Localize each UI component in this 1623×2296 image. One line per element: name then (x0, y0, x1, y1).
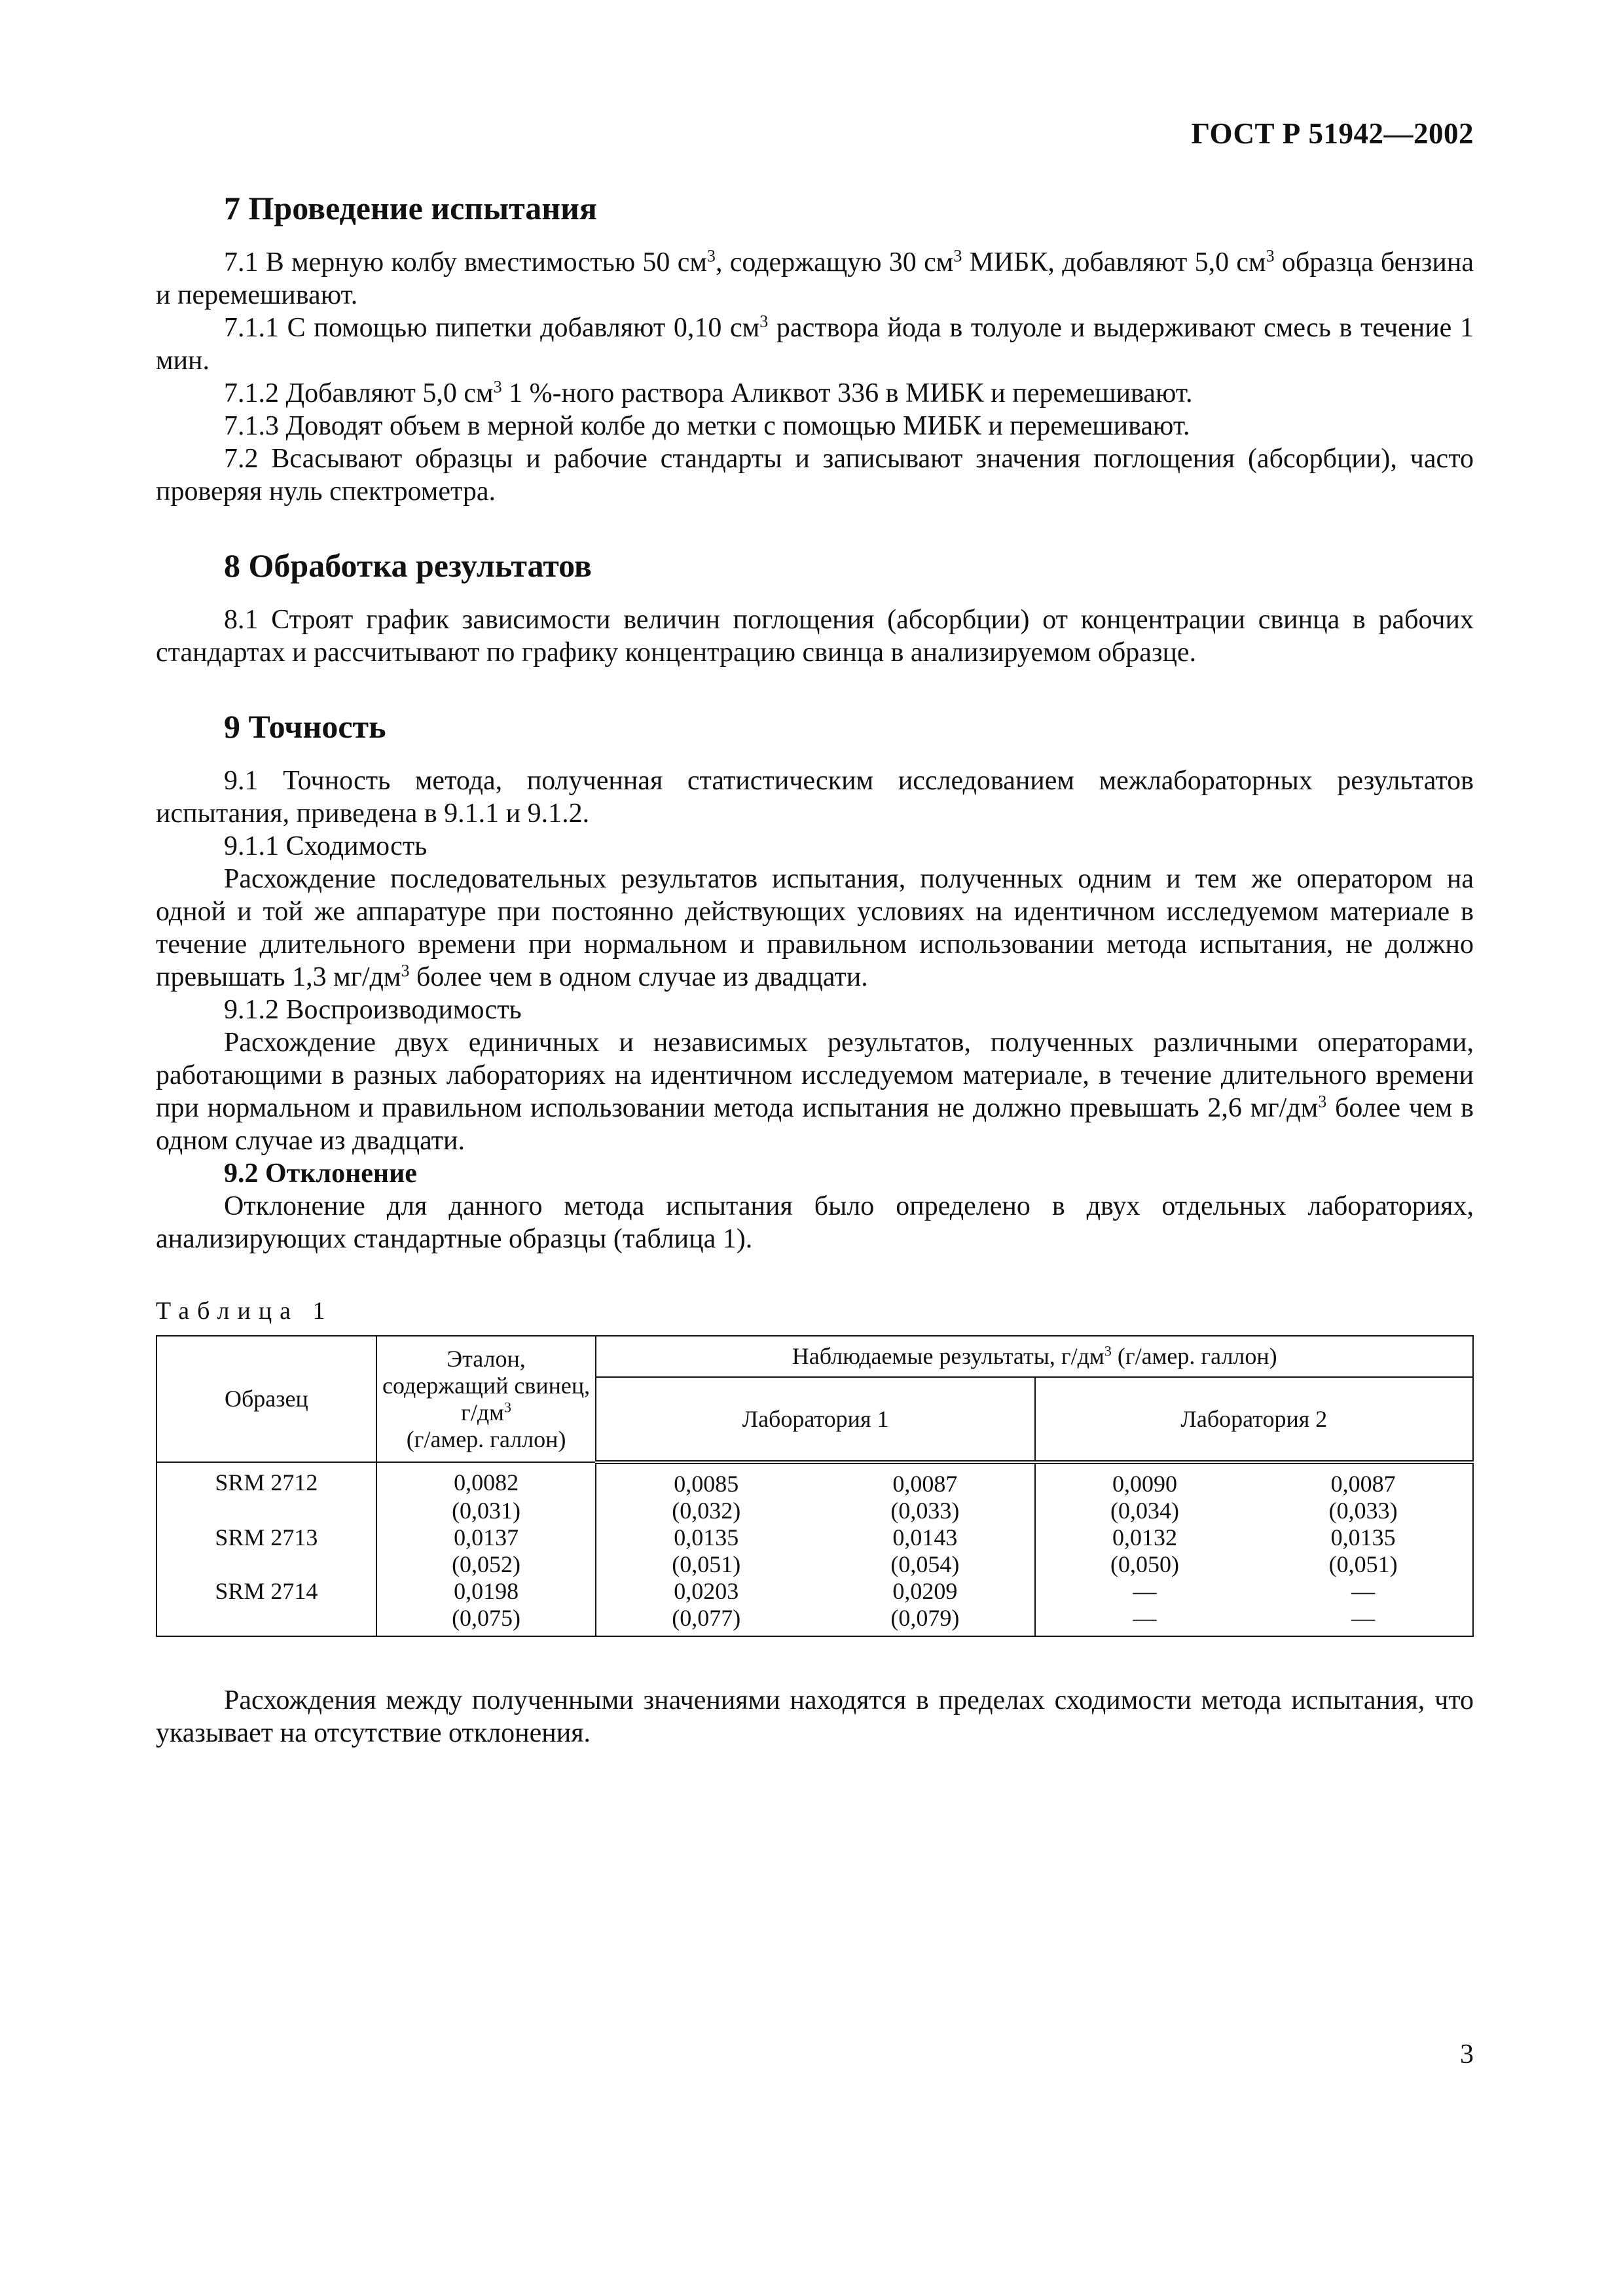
cell-sample: SRM 2712 (156, 1462, 376, 1498)
cell-lab2-b: (0,033) (1254, 1498, 1473, 1524)
cell-standard: (0,031) (376, 1498, 596, 1524)
cell-lab1-a: (0,051) (596, 1551, 816, 1578)
cell-lab2-a: 0,0090 (1035, 1462, 1254, 1498)
table-row (156, 1498, 1473, 1524)
table-caption: Таблица 1 (156, 1297, 333, 1325)
cell-lab1-a: (0,032) (596, 1498, 816, 1524)
header-observed: Наблюдаемые результаты, $г/дм^3$ (г/амер. галлон) (596, 1336, 1473, 1377)
cell-lab2-a: (0,034) (1035, 1498, 1254, 1524)
cell-standard: 0,0137 (376, 1524, 596, 1551)
paragraph-7-1-1: 7.1.1 С помощью пипетки добавляют 0,10 $см^3$ раствора йода в толуоле и выдерживают смесь в течение 1 мин. (156, 312, 1474, 376)
cell-lab2-b: 0,0135 (1254, 1524, 1473, 1551)
cell-standard: 0,0198 (376, 1578, 596, 1605)
paragraph-9-1-1-title: 9.1.1 Сходимость (224, 831, 428, 861)
cell-lab1-b: 0,0087 (816, 1462, 1035, 1498)
paragraph-7-2: 7.2 Всасывают образцы и рабочие стандарты и записывают значения поглощения (абсорбции), часто проверяя нуль спектрометра. (156, 444, 1474, 507)
cell-lab1-a: 0,0085 (596, 1462, 816, 1498)
results-table (156, 1335, 1474, 1637)
paragraph-8-1: 8.1 Строят график зависимости величин поглощения (абсорбции) от концентрации свинца в рабочих стандартах и рассчитывают по графику концентрацию свинца в анализируемом образце. (156, 605, 1474, 668)
section-7-title: 7 Проведение испытания (224, 190, 597, 226)
cell-sample (156, 1498, 376, 1524)
section-8-title: 8 Обработка результатов (224, 547, 592, 584)
paragraph-7-1-2: 7.1.2 Добавляют 5,0 $см^3$ 1 %-ного раствора Аликвот 336 в МИБК и перемешивают. (224, 377, 1193, 408)
section-9-title: 9 Точность (224, 708, 386, 745)
table-body (156, 1462, 1473, 1636)
cell-lab1-b: 0,0143 (816, 1524, 1035, 1551)
cell-lab2-b: 0,0087 (1254, 1462, 1473, 1498)
cell-lab1-b: (0,054) (816, 1551, 1035, 1578)
cell-lab2-b: — (1254, 1578, 1473, 1605)
header-lab1: Лаборатория 1 (596, 1377, 1034, 1462)
cell-sample: SRM 2714 (156, 1578, 376, 1605)
cell-standard: (0,052) (376, 1551, 596, 1578)
cell-sample (156, 1551, 376, 1578)
conclusion-paragraph: Расхождения между полученными значениями находятся в пределах сходимости метода испытания, что указывает на отсутствие отклонения. (156, 1685, 1474, 1748)
document-code: ГОСТ Р 51942—2002 (1191, 117, 1474, 150)
cell-lab1-a: 0,0203 (596, 1578, 816, 1605)
cell-lab2-a: — (1035, 1605, 1254, 1636)
cell-lab1-b: 0,0209 (816, 1578, 1035, 1605)
table-row (156, 1578, 1473, 1605)
header-sample: Образец (156, 1336, 376, 1462)
header-standard: Эталон, содержащий свинец, $г/дм^3$ (г/амер. галлон) (376, 1336, 596, 1462)
paragraph-9-1-2-text: Расхождение двух единичных и независимых результатов, полученных различными операторами, работающими в разных лабораториях на идентичном исследуемом материале, в течение длительного времени при нормальном и правильном использовании метода испытания не должно превышать 2,6 $мг/дм^3$ более чем в одном случае из двадцати. (156, 1028, 1474, 1156)
cell-sample (156, 1605, 376, 1636)
cell-standard: (0,075) (376, 1605, 596, 1636)
cell-lab1-b: (0,079) (816, 1605, 1035, 1636)
cell-lab1-a: 0,0135 (596, 1524, 816, 1551)
cell-lab2-a: — (1035, 1578, 1254, 1605)
cell-lab1-b: (0,033) (816, 1498, 1035, 1524)
paragraph-7-1-3: 7.1.3 Доводят объем в мерной колбе до метки с помощью МИБК и перемешивают. (224, 411, 1190, 441)
document-body (156, 187, 1474, 1749)
cell-lab1-a: (0,077) (596, 1605, 816, 1636)
table-row (156, 1462, 1473, 1498)
page-number: 3 (1460, 2039, 1474, 2070)
paragraph-9-2-title: 9.2 Отклонение (224, 1158, 417, 1189)
paragraph-9-1: 9.1 Точность метода, полученная статистическим исследованием межлабораторных результатов испытания, приведена в 9.1.1 и 9.1.2. (156, 766, 1474, 829)
table-row (156, 1524, 1473, 1551)
cell-lab2-a: (0,050) (1035, 1551, 1254, 1578)
cell-lab2-b: — (1254, 1605, 1473, 1636)
cell-lab2-b: (0,051) (1254, 1551, 1473, 1578)
cell-lab2-a: 0,0132 (1035, 1524, 1254, 1551)
paragraph-9-1-1-text: Расхождение последовательных результатов испытания, полученных одним и тем же оператором на одной и той же аппаратуре при постоянно действующих условиях на идентичном исследуемом материале в течение длительного времени при нормальном и правильном использовании метода испытания, не должно превышать 1,3 $мг/дм^3$ более чем в одном случае из двадцати. (156, 864, 1474, 992)
cell-standard: 0,0082 (376, 1462, 596, 1498)
paragraph-9-2-text: Отклонение для данного метода испытания было определено в двух отдельных лабораториях, анализирующих стандартные образцы (таблица 1). (156, 1191, 1474, 1254)
table-row (156, 1551, 1473, 1578)
paragraph-9-1-2-title: 9.1.2 Воспроизводимость (224, 995, 522, 1025)
header-lab2: Лаборатория 2 (1035, 1377, 1473, 1462)
paragraph-7-1: 7.1 В мерную колбу вместимостью 50 $см^3$, содержащую 30 $см^3$ МИБК, добавляют 5,0 $см^3$ образца бензина и перемешивают. (156, 246, 1474, 310)
table-row (156, 1605, 1473, 1636)
cell-sample: SRM 2713 (156, 1524, 376, 1551)
